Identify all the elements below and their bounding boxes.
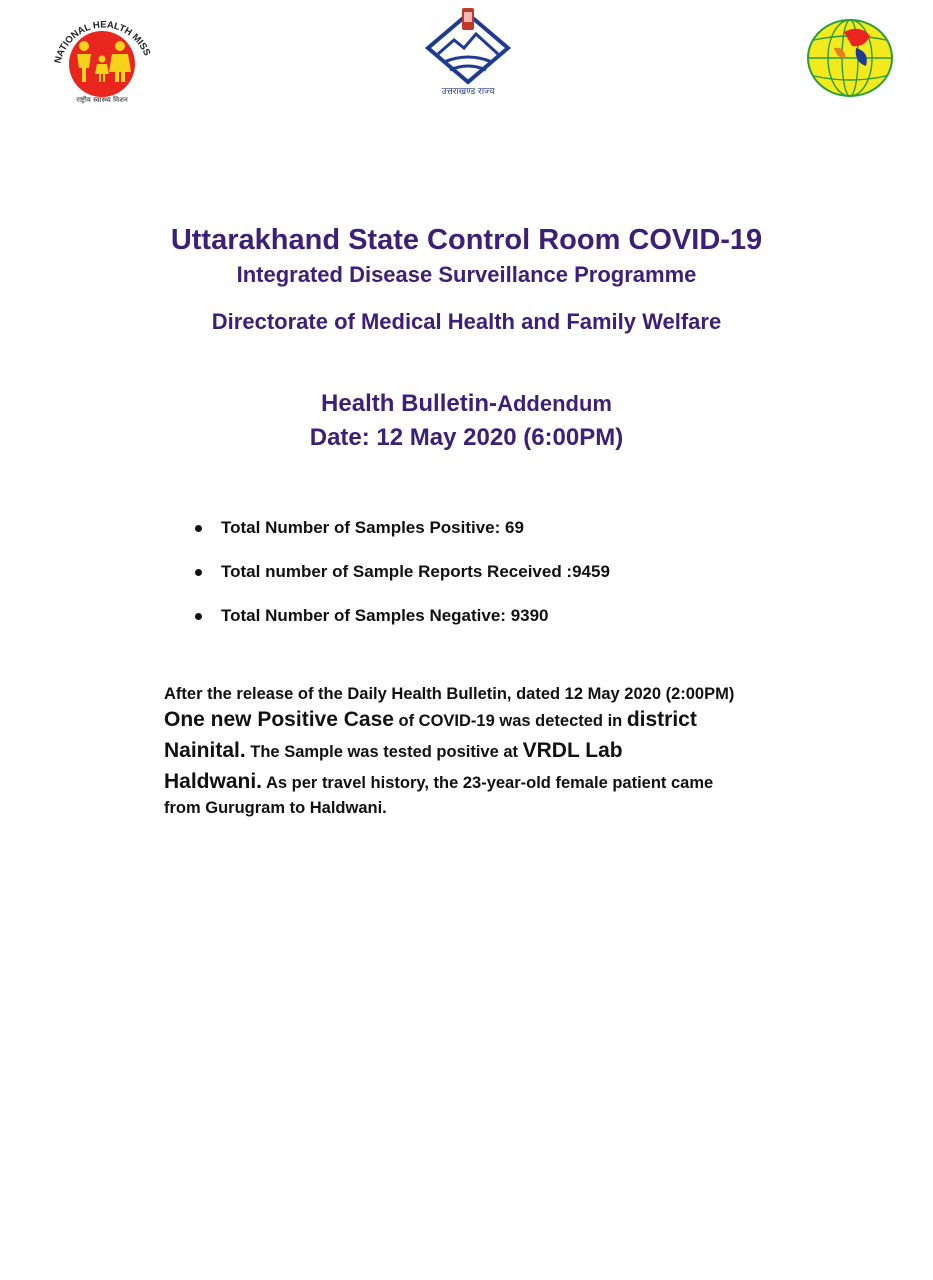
para-line-1: After the release of the Daily Health Bulletin, dated 12 May 2020 (2:00PM)	[164, 685, 735, 703]
para-line-3	[164, 736, 864, 767]
update-paragraph	[164, 684, 864, 819]
para-line-4	[164, 767, 864, 798]
globe-logo	[804, 18, 896, 100]
page-subtitle: Integrated Disease Surveillance Programme	[236, 262, 697, 287]
para-small-3: As per travel history, the 23-year-old female patient came	[262, 774, 714, 792]
para-big-4: VRDL Lab	[522, 739, 623, 762]
uttarakhand-state-emblem	[420, 4, 516, 96]
para-big-3: Nainital.	[164, 739, 246, 762]
national-health-mission-logo	[46, 14, 158, 106]
para-line-5: from Gurugram to Haldwani.	[164, 799, 387, 817]
para-line-2	[164, 705, 864, 736]
bulletin-date: Date: 12 May 2020 (6:00PM)	[309, 424, 624, 451]
para-big-5: Haldwani.	[164, 770, 263, 793]
para-big-1: One new Positive Case	[164, 708, 394, 731]
para-big-2: district	[626, 708, 697, 731]
bulletin-suffix: Addendum	[497, 391, 612, 416]
stat-item-negative: Total Number of Samples Negative: 9390	[190, 606, 610, 650]
para-small-1: of COVID-19 was detected in	[393, 712, 627, 730]
nhm-bottom-text: राष्ट्रीय स्वास्थ्य मिशन	[76, 96, 128, 104]
bulletin-heading	[0, 390, 933, 418]
uk-emblem-text: उत्तराखण्ड राज्य	[441, 87, 495, 96]
directorate-heading: Directorate of Medical Health and Family Welfare	[211, 309, 722, 334]
nhm-arc-text: NATIONAL HEALTH MISS	[52, 19, 153, 65]
page-title: Uttarakhand State Control Room COVID-19	[170, 224, 763, 256]
bulletin-main: Health Bulletin-	[321, 390, 498, 417]
stat-item-received: Total number of Sample Reports Received :9459	[190, 562, 610, 606]
stats-list	[190, 518, 610, 650]
stat-item-positive: Total Number of Samples Positive: 69	[190, 518, 610, 562]
para-small-2: The Sample was tested positive at	[245, 743, 523, 761]
